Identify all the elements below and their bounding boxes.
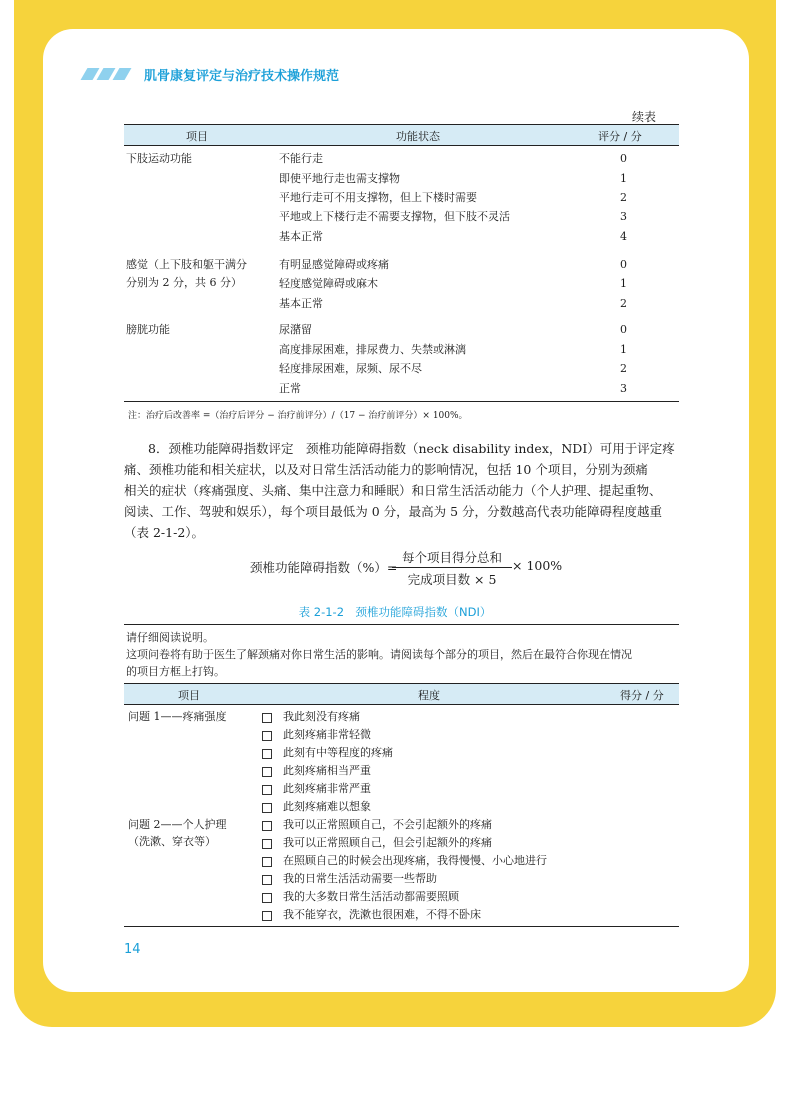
table2-intro-line: 的项目方框上打钩。 [126,665,225,678]
table1-item: 分别为 2 分，共 6 分） [126,276,242,289]
checkbox[interactable] [262,713,272,723]
question-2-option: 我不能穿衣，洗漱也很困难，不得不卧床 [283,908,481,921]
running-header-title: 肌骨康复评定与治疗技术操作规范 [144,69,340,84]
question-2-option: 我的日常生活活动需要一些帮助 [283,872,437,885]
question-1-option: 此刻疼痛难以想象 [283,800,371,813]
table1-score: 1 [620,343,627,356]
checkbox[interactable] [262,749,272,759]
table1-header-item: 项目 [186,130,208,143]
checkbox[interactable] [262,911,272,921]
question-1-option: 此刻疼痛非常严重 [283,782,371,795]
page-number: 14 [124,942,141,957]
question-1-option: 我此刻没有疼痛 [283,710,360,723]
question-1-option: 此刻疼痛非常轻微 [283,728,371,741]
table1-header-row [124,124,679,146]
table-continued-label: 续表 [632,110,657,124]
formula-numerator: 每个项目得分总和 [392,548,512,568]
paragraph-line: （表 2-1-2）。 [124,525,205,540]
table1-score: 4 [620,230,627,243]
checkbox[interactable] [262,893,272,903]
table1-score: 3 [620,382,627,395]
table1-item: 膀胱功能 [126,323,170,336]
table1-status: 轻度感觉障碍或麻木 [279,277,378,290]
checkbox[interactable] [262,875,272,885]
table1-score: 0 [620,323,627,336]
table1-status: 正常 [279,382,301,395]
table1-score: 2 [620,362,627,375]
question-2-option: 我的大多数日常生活活动都需要照顾 [283,890,459,903]
table2-top-rule [124,624,679,625]
table1-score: 2 [620,297,627,310]
checkbox[interactable] [262,785,272,795]
checkbox[interactable] [262,731,272,741]
table1-status: 有明显感觉障碍或疼痛 [279,258,389,271]
table1-status: 高度排尿困难，排尿费力、失禁或淋漓 [279,343,466,356]
paragraph-line: 痛、颈椎功能和相关症状，以及对日常生活活动能力的影响情况，包括 10 个项目，分别为颈痛 [124,462,648,477]
formula-denominator: 完成项目数 × 5 [407,572,497,587]
checkbox[interactable] [262,839,272,849]
table1-status: 平地行走可不用支撑物，但上下楼时需要 [279,191,477,204]
table2-header-degree: 程度 [418,689,440,702]
table1-item: 下肢运动功能 [126,152,192,165]
table1-status: 平地或上下楼行走不需要支撑物，但下肢不灵活 [279,210,510,223]
paragraph-line: 相关的症状（疼痛强度、头痛、集中注意力和睡眠）和日常生活活动能力（个人护理、提起重物、 [124,483,662,498]
table1-status: 即使平地行走也需支撑物 [279,172,400,185]
table1-score: 3 [620,210,627,223]
table2-header-item: 项目 [178,689,200,702]
table1-status: 不能行走 [279,152,323,165]
table2-intro-line: 这项问卷将有助于医生了解颈痛对你日常生活的影响。请阅读每个部分的项目，然后在最符合你现在情况 [126,648,632,661]
table2-caption: 表 2-1-2 颈椎功能障碍指数（NDI） [298,605,492,619]
formula-fraction [392,548,512,588]
checkbox[interactable] [262,857,272,867]
question-1-option: 此刻有中等程度的疼痛 [283,746,393,759]
table1-score: 0 [620,258,627,271]
table1-score: 0 [620,152,627,165]
checkbox[interactable] [262,803,272,813]
table1-footnote: 注：治疗后改善率 =（治疗后评分 − 治疗前评分）/（17 − 治疗前评分）× 100%。 [128,411,468,421]
table1-header-score: 评分 / 分 [598,130,642,143]
ndi-description-paragraph [124,438,684,543]
checkbox[interactable] [262,767,272,777]
question-1-option: 此刻疼痛相当严重 [283,764,371,777]
table1-score: 1 [620,172,627,185]
checkbox[interactable] [262,821,272,831]
formula-lhs: 颈椎功能障碍指数（%）= [250,560,398,575]
table2-header-row [124,683,679,705]
table2-header-score: 得分 / 分 [620,689,664,702]
question-2-option: 我可以正常照顾自己，不会引起额外的疼痛 [283,818,492,831]
table1-status: 基本正常 [279,230,323,243]
formula-rhs: × 100% [512,558,563,573]
question-2-option: 在照顾自己的时候会出现疼痛，我得慢慢、小心地进行 [283,854,547,867]
question-2-label: 问题 2——个人护理 [128,818,227,831]
question-1-label: 问题 1——疼痛强度 [128,710,227,723]
paragraph-line: 8．颈椎功能障碍指数评定 颈椎功能障碍指数（neck disability index，NDI）可用于评定疼 [148,441,675,456]
table1-score: 1 [620,277,627,290]
question-2-label: （洗漱、穿衣等） [128,835,216,848]
table1-status: 轻度排尿困难，尿频、尿不尽 [279,362,422,375]
table1-status: 尿潴留 [279,323,312,336]
paragraph-line: 阅读、工作、驾驶和娱乐），每个项目最低为 0 分，最高为 5 分，分数越高代表功能障碍程度越重 [124,504,663,519]
header-stripes-decoration [80,68,136,80]
table1-bottom-rule [124,401,679,402]
table1-header-status: 功能状态 [396,130,440,143]
question-2-option: 我可以正常照顾自己，但会引起额外的疼痛 [283,836,492,849]
table1-item: 感觉（上下肢和躯干满分 [126,258,247,271]
table1-status: 基本正常 [279,297,323,310]
table2-intro-line: 请仔细阅读说明。 [126,631,214,644]
table2-bottom-rule [124,926,679,927]
table1-score: 2 [620,191,627,204]
